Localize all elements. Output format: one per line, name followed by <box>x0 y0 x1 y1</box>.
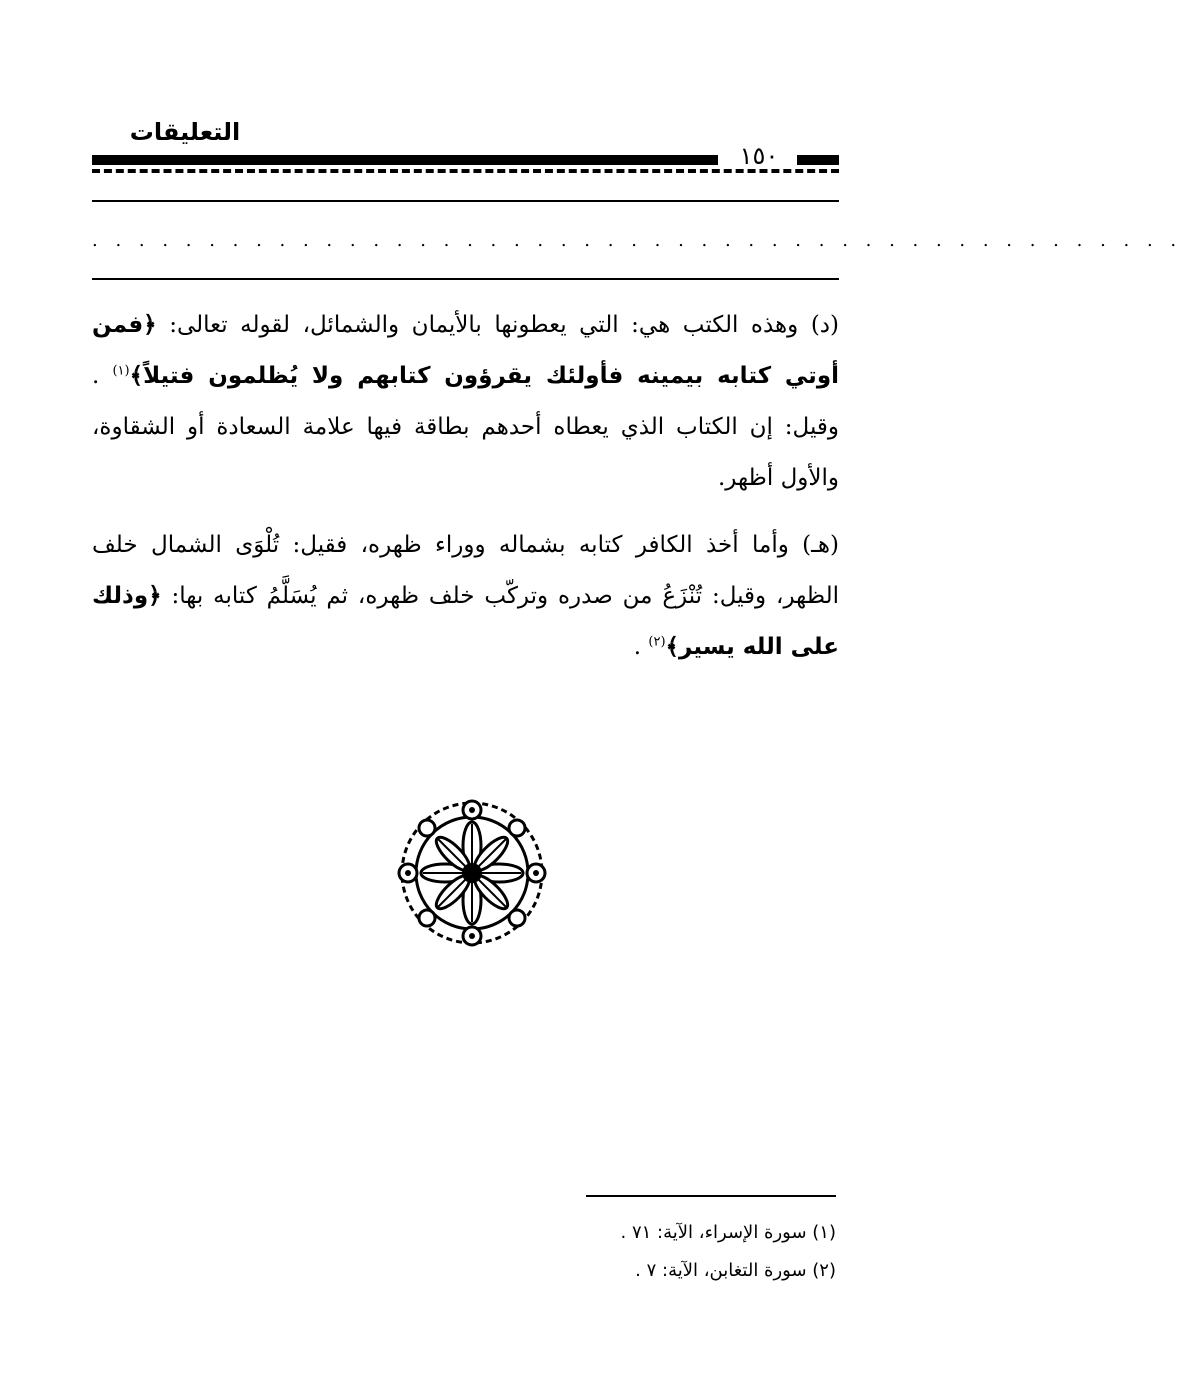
header-rule-thick <box>92 155 718 165</box>
page-title: التعليقات <box>129 118 241 146</box>
main-text <box>92 300 839 673</box>
footnote-1: (١) سورة الإسراء، الآية: ٧١ . <box>620 1222 836 1243</box>
footnote-2: (٢) سورة التغابن، الآية: ٧ . <box>635 1260 836 1281</box>
page-number: ١٥٠ <box>739 142 779 170</box>
separator-rule-bottom <box>92 278 839 280</box>
paragraph-d <box>92 300 839 504</box>
paragraph-h <box>92 520 839 673</box>
paragraph-d-intro: (د) وهذه الكتب هي: التي يعطونها بالأيمان والشمائل، لقوله تعالى: <box>169 312 840 338</box>
dotted-separator: . . . . . . . . . . . . . . . . . . . . . . . . . . . . . . . . . . . . . . . . . . . . . . . <box>92 230 1182 251</box>
footnote-ref-2[interactable]: (٢) <box>648 634 666 650</box>
paragraph-d-second-opinion: وقيل: إن الكتاب الذي يعطاه أحدهم بطاقة فيها علامة السعادة أو الشقاوة، والأول أظهر. <box>92 414 839 491</box>
separator-rule-top <box>92 200 839 202</box>
floral-rosette-ornament <box>386 794 558 952</box>
verse-2-end: . <box>633 634 642 660</box>
verse-1-end: . <box>92 363 100 389</box>
quran-verse-2: ﴿وذلك على الله يسير﴾ <box>92 583 839 660</box>
footnote-ref-1[interactable]: (١) <box>112 363 130 379</box>
header-rule-thick-right <box>797 155 839 165</box>
paragraph-h-text: (هـ) وأما أخذ الكافر كتابه بشماله ووراء ظهره، فقيل: تُلْوَى الشمال خلف الظهر، وقيل: تُنْزَعُ من صدره وتركّب خلف ظهره، ثم يُسَلَّمُ كتابه بها: <box>92 532 839 609</box>
quran-verse-1: ﴿فمن أوتي كتابه بيمينه فأولئك يقرؤون كتابهم ولا يُظلمون فتيلاً﴾ <box>92 312 840 389</box>
footnote-rule <box>586 1195 836 1197</box>
header-rule-dashed <box>92 169 839 173</box>
